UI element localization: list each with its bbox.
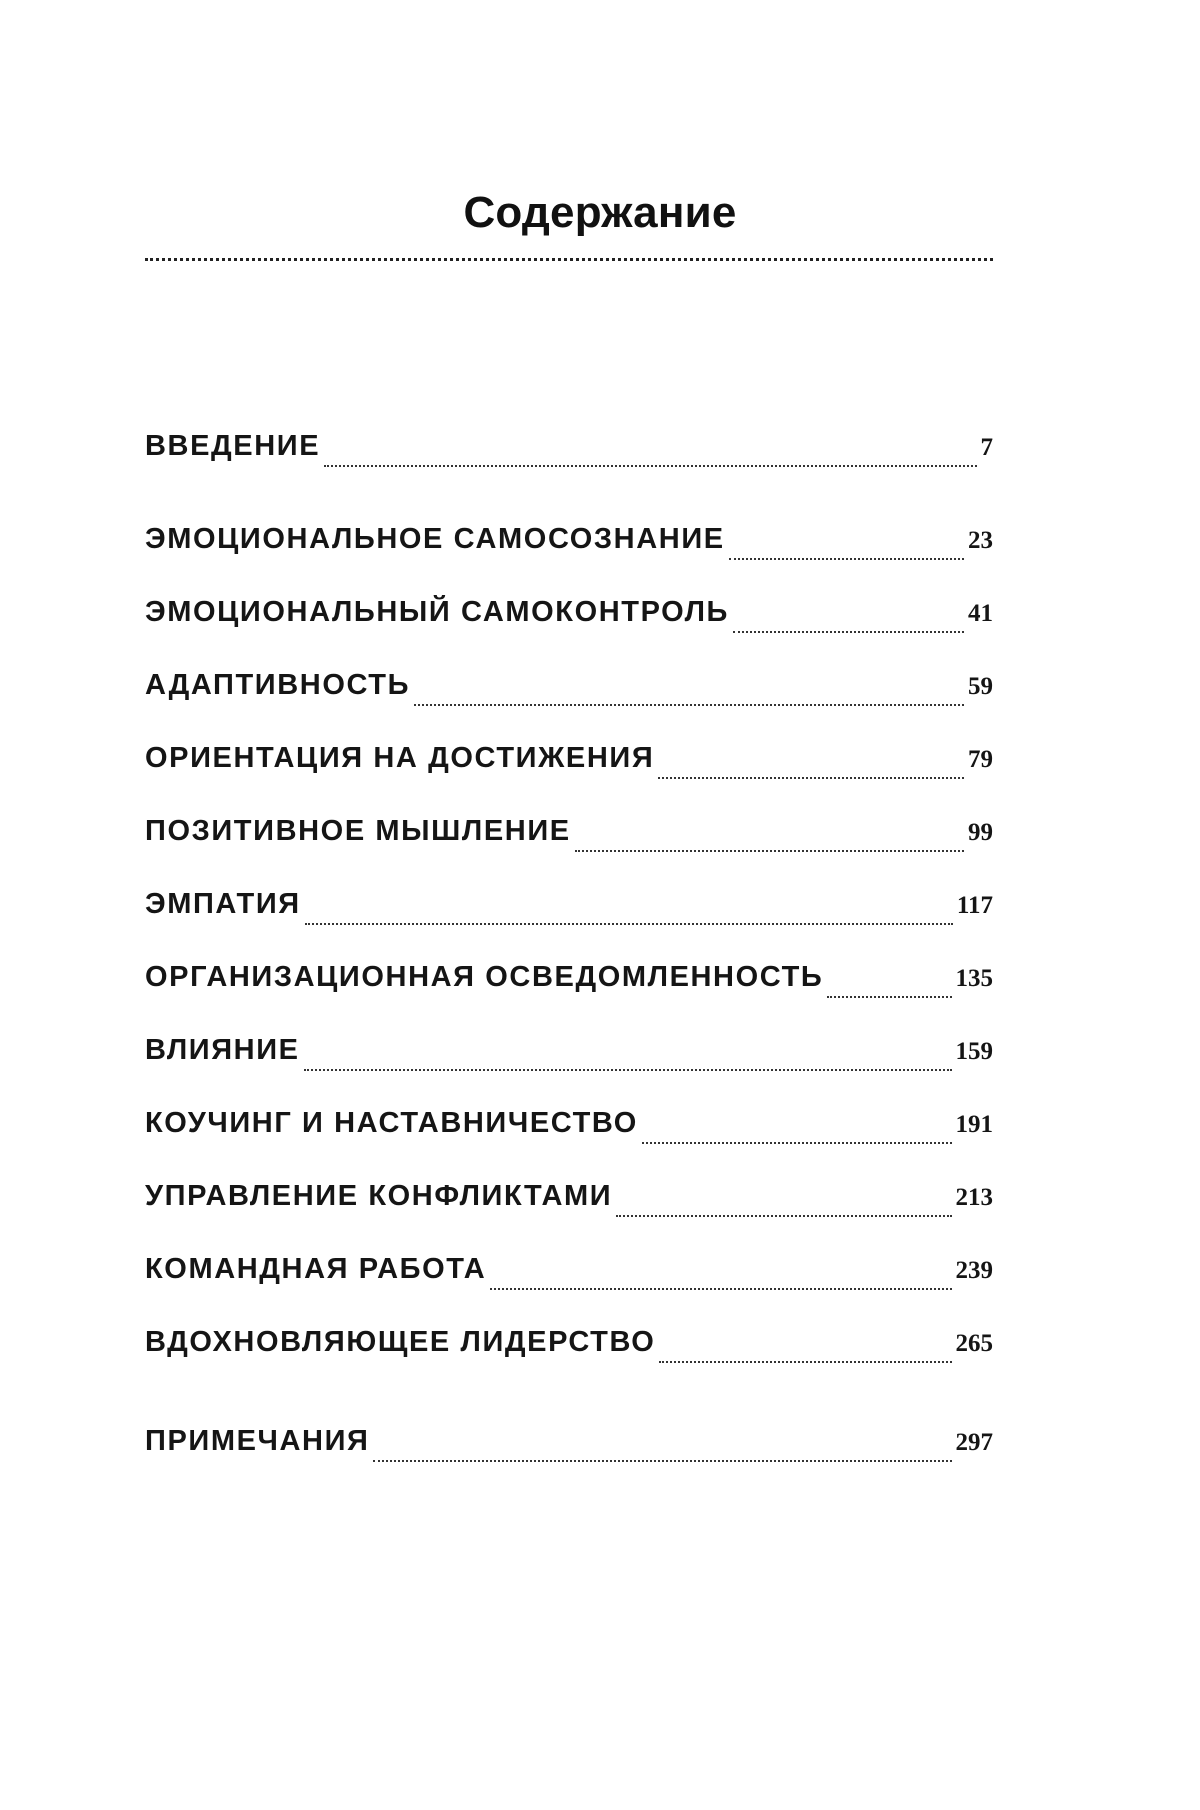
toc-entry-label: ОРГАНИЗАЦИОННАЯ ОСВЕДОМЛЕННОСТЬ — [145, 961, 824, 993]
toc-entry-coaching-and-mentoring[interactable] — [145, 1107, 993, 1151]
toc-entry-label: ЭМОЦИОНАЛЬНОЕ САМОСОЗНАНИЕ — [145, 523, 725, 555]
dot-leader — [414, 704, 964, 706]
toc-entry-teamwork[interactable] — [145, 1253, 993, 1297]
dot-leader — [324, 465, 976, 467]
toc-entry-conflict-management[interactable] — [145, 1180, 993, 1224]
toc-entry-label: ЭМПАТИЯ — [145, 888, 301, 920]
toc-entry-adaptability[interactable] — [145, 669, 993, 713]
toc-entry-page-number: 159 — [955, 1038, 993, 1065]
dot-leader — [373, 1460, 951, 1462]
toc-entry-page-number: 297 — [955, 1429, 993, 1456]
dot-leader — [305, 923, 953, 925]
title-dotted-divider — [145, 258, 993, 261]
toc-entry-empathy[interactable] — [145, 888, 993, 932]
toc-entry-page-number: 265 — [955, 1330, 993, 1357]
toc-entry-page-number: 7 — [980, 434, 993, 461]
toc-entry-label: ЭМОЦИОНАЛЬНЫЙ САМОКОНТРОЛЬ — [145, 596, 729, 628]
toc-entry-emotional-self-awareness[interactable] — [145, 523, 993, 567]
toc-entry-page-number: 135 — [955, 965, 993, 992]
toc-entry-page-number: 213 — [955, 1184, 993, 1211]
dot-leader — [616, 1215, 951, 1217]
toc-entry-label: ПРИМЕЧАНИЯ — [145, 1425, 370, 1457]
toc-entry-page-number: 23 — [968, 527, 993, 554]
toc-entry-influence[interactable] — [145, 1034, 993, 1078]
dot-leader — [659, 1361, 951, 1363]
toc-entry-page-number: 191 — [955, 1111, 993, 1138]
dot-leader — [729, 558, 964, 560]
page-title: Содержание — [463, 188, 737, 237]
dot-leader — [658, 777, 964, 779]
dot-leader — [490, 1288, 951, 1290]
toc-entry-label: КОУЧИНГ И НАСТАВНИЧЕСТВО — [145, 1107, 638, 1139]
toc-entry-organizational-awareness[interactable] — [145, 961, 993, 1005]
toc-entry-inspirational-leadership[interactable] — [145, 1326, 993, 1370]
toc-entry-page-number: 79 — [968, 746, 993, 773]
toc-entry-achievement-orientation[interactable] — [145, 742, 993, 786]
toc-entry-label: УПРАВЛЕНИЕ КОНФЛИКТАМИ — [145, 1180, 613, 1212]
toc-entry-page-number: 239 — [955, 1257, 993, 1284]
dot-leader — [642, 1142, 952, 1144]
toc-entry-emotional-self-control[interactable] — [145, 596, 993, 640]
toc-entry-label: ВВЕДЕНИЕ — [145, 430, 321, 462]
toc-entry-page-number: 59 — [968, 673, 993, 700]
toc-entry-label: ВДОХНОВЛЯЮЩЕЕ ЛИДЕРСТВО — [145, 1326, 656, 1358]
dot-leader — [304, 1069, 952, 1071]
toc-entry-notes[interactable] — [145, 1425, 993, 1469]
toc-entry-page-number: 117 — [956, 892, 993, 919]
toc-entry-page-number: 99 — [968, 819, 993, 846]
toc-entry-label: ВЛИЯНИЕ — [145, 1034, 300, 1066]
toc-entry-label: АДАПТИВНОСТЬ — [145, 669, 411, 701]
dot-leader — [733, 631, 964, 633]
dot-leader — [827, 996, 951, 998]
dot-leader — [575, 850, 964, 852]
toc-entry-page-number: 41 — [968, 600, 993, 627]
toc-entry-label: ПОЗИТИВНОЕ МЫШЛЕНИЕ — [145, 815, 571, 847]
toc-entry-positive-outlook[interactable] — [145, 815, 993, 859]
toc-entry-label: КОМАНДНАЯ РАБОТА — [145, 1253, 487, 1285]
toc-entry-label: ОРИЕНТАЦИЯ НА ДОСТИЖЕНИЯ — [145, 742, 655, 774]
toc-entry-introduction[interactable] — [145, 430, 993, 474]
